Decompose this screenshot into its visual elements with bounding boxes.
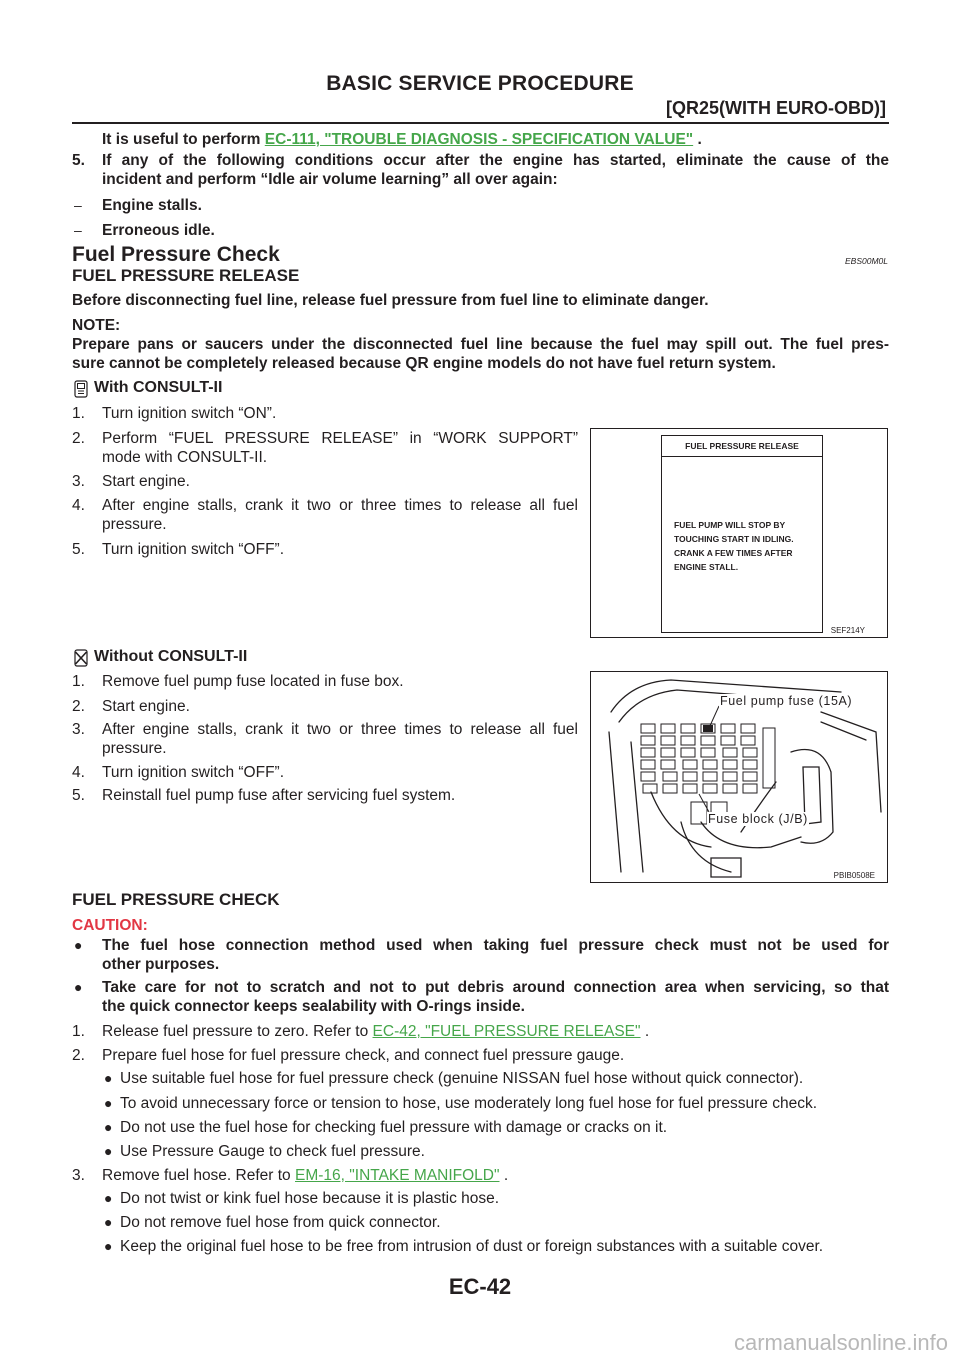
with-consult-label: With CONSULT-II <box>94 379 223 396</box>
bullet-marker: ● <box>104 1119 113 1135</box>
screen-title: FUEL PRESSURE RELEASE <box>685 441 799 451</box>
no-consult-icon <box>74 649 88 672</box>
bullet-marker: ● <box>104 1143 113 1159</box>
check-step3-text: Remove fuel hose. Refer to <box>102 1167 291 1184</box>
intro-text: It is useful to perform <box>102 131 261 148</box>
dash-item-engine-stalls: Engine stalls. <box>102 197 202 214</box>
with-step-text: Perform “FUEL PRESSURE RELEASE” in “WORK SUPPORT” <box>102 430 578 447</box>
with-step-text: Turn ignition switch “OFF”. <box>102 541 285 558</box>
intro-period: . <box>697 131 702 148</box>
bullet-marker: ● <box>104 1190 113 1206</box>
screen-divider <box>662 456 822 457</box>
step2-bullet: Do not use the fuel hose for checking fuel pressure with damage or cracks on it. <box>120 1119 668 1136</box>
note-line2: sure cannot be completely released because QR engine models do not have fuel return system. <box>72 355 776 372</box>
bullet-marker: ● <box>104 1214 113 1230</box>
section-code: EBS00M0L <box>845 256 888 266</box>
header-rule <box>72 122 889 124</box>
check-step-number: 2. <box>72 1047 85 1064</box>
figure-consult-screen <box>590 428 888 638</box>
caution-label: CAUTION: <box>72 917 148 934</box>
check-step-number: 1. <box>72 1023 85 1040</box>
page-title: BASIC SERVICE PROCEDURE <box>326 72 634 95</box>
link-intake-manifold[interactable]: EM-16, "INTAKE MANIFOLD" <box>295 1167 500 1184</box>
step5-line2: incident and perform “Idle air volume learning” all over again: <box>102 171 558 188</box>
release-heading: FUEL PRESSURE RELEASE <box>72 266 300 285</box>
label-fuse-block: Fuse block (J/B) <box>708 812 808 826</box>
check-step3 <box>102 1166 508 1185</box>
with-step-text-cont: pressure. <box>102 516 167 533</box>
bullet-marker: ● <box>104 1238 113 1254</box>
consult-screen <box>661 435 823 633</box>
without-step-text: After engine stalls, crank it two or three times to release all fuel <box>102 721 578 738</box>
without-step-text-cont: pressure. <box>102 740 167 757</box>
with-step-text-cont: mode with CONSULT-II. <box>102 449 268 466</box>
link-trouble-diagnosis[interactable]: EC-111, "TROUBLE DIAGNOSIS - SPECIFICATION VALUE" <box>264 131 694 148</box>
with-step-number: 5. <box>72 541 85 558</box>
bullet-marker: ● <box>74 979 83 995</box>
without-step-number: 5. <box>72 787 85 804</box>
page-number: EC-42 <box>448 1274 512 1299</box>
with-step-number: 4. <box>72 497 85 514</box>
step2-bullet: Use Pressure Gauge to check fuel pressure. <box>120 1143 425 1160</box>
check-heading: FUEL PRESSURE CHECK <box>72 890 280 909</box>
step2-bullet: Use suitable fuel hose for fuel pressure check (genuine NISSAN fuel hose without quick connector). <box>120 1070 804 1087</box>
consult-icon <box>74 380 88 403</box>
note-line1: Prepare pans or saucers under the disconnected fuel line because the fuel may spill out. The fuel pres- <box>72 336 889 353</box>
with-step-number: 2. <box>72 430 85 447</box>
step2-bullet: To avoid unnecessary force or tension to hose, use moderately long fuel hose for fuel pressure check. <box>120 1095 818 1112</box>
without-step-number: 3. <box>72 721 85 738</box>
caution-line1: The fuel hose connection method used when taking fuel pressure check must not be used for <box>102 937 889 954</box>
bullet-marker: ● <box>104 1095 113 1111</box>
without-step-number: 1. <box>72 673 85 690</box>
check-step1-period: . <box>644 1023 650 1040</box>
note-label: NOTE: <box>72 317 121 334</box>
intro-line <box>102 130 702 149</box>
dash-item-erroneous-idle: Erroneous idle. <box>102 222 215 239</box>
watermark: carmanualsonline.info <box>733 1330 948 1355</box>
screen-line: CRANK A FEW TIMES AFTER <box>674 548 793 558</box>
release-lead: Before disconnecting fuel line, release fuel pressure from fuel line to eliminate danger. <box>72 292 709 309</box>
check-step3-period: . <box>503 1167 509 1184</box>
page-subtitle: [QR25(WITH EURO-OBD)] <box>666 98 886 118</box>
without-consult-label: Without CONSULT-II <box>94 648 248 665</box>
without-step-number: 2. <box>72 698 85 715</box>
caution-line2: Take care for not to scratch and not to put debris around connection area when servicing, so that <box>102 979 889 996</box>
step3-bullet: Keep the original fuel hose to be free from intrusion of dust or foreign substances with a suitable cover. <box>120 1238 824 1255</box>
figure-fuse-block <box>590 671 888 883</box>
section-title: Fuel Pressure Check <box>72 243 280 266</box>
check-step1 <box>102 1022 649 1041</box>
without-step-text: Reinstall fuel pump fuse after servicing fuel system. <box>102 787 456 804</box>
without-step-text: Start engine. <box>102 698 190 715</box>
without-step-number: 4. <box>72 764 85 781</box>
figure-id: SEF214Y <box>830 626 865 635</box>
with-step-text: Turn ignition switch “ON”. <box>102 405 277 422</box>
screen-message <box>674 518 794 574</box>
without-step-text: Remove fuel pump fuse located in fuse box. <box>102 673 404 690</box>
bullet-marker: ● <box>74 937 83 953</box>
step5-line1: If any of the following conditions occur after the engine has started, eliminate the cause of the <box>102 152 889 169</box>
with-step-number: 1. <box>72 405 85 422</box>
check-step2: Prepare fuel hose for fuel pressure check, and connect fuel pressure gauge. <box>102 1047 625 1064</box>
without-step-text: Turn ignition switch “OFF”. <box>102 764 285 781</box>
dash-marker: – <box>74 222 82 238</box>
with-step-number: 3. <box>72 473 85 490</box>
caution-line1-cont: other purposes. <box>102 956 220 973</box>
label-fuel-pump-fuse: Fuel pump fuse (15A) <box>720 694 853 708</box>
figure-id: PBIB0508E <box>833 871 875 880</box>
step3-bullet: Do not twist or kink fuel hose because it is plastic hose. <box>120 1190 500 1207</box>
link-fuel-pressure-release[interactable]: EC-42, "FUEL PRESSURE RELEASE" <box>372 1023 641 1040</box>
screen-line: TOUCHING START IN IDLING. <box>674 534 794 544</box>
screen-line: ENGINE STALL. <box>674 562 739 572</box>
step3-bullet: Do not remove fuel hose from quick connector. <box>120 1214 441 1231</box>
bullet-marker: ● <box>104 1070 113 1086</box>
with-step-text: After engine stalls, crank it two or three times to release all fuel <box>102 497 578 514</box>
step5-number: 5. <box>72 152 85 169</box>
screen-line: FUEL PUMP WILL STOP BY <box>674 520 786 530</box>
dash-marker: – <box>74 197 82 213</box>
caution-line2-cont: the quick connector keeps sealability with O-rings inside. <box>102 998 525 1015</box>
with-step-text: Start engine. <box>102 473 190 490</box>
check-step-number: 3. <box>72 1167 85 1184</box>
check-step1-text: Release fuel pressure to zero. Refer to <box>102 1023 369 1040</box>
